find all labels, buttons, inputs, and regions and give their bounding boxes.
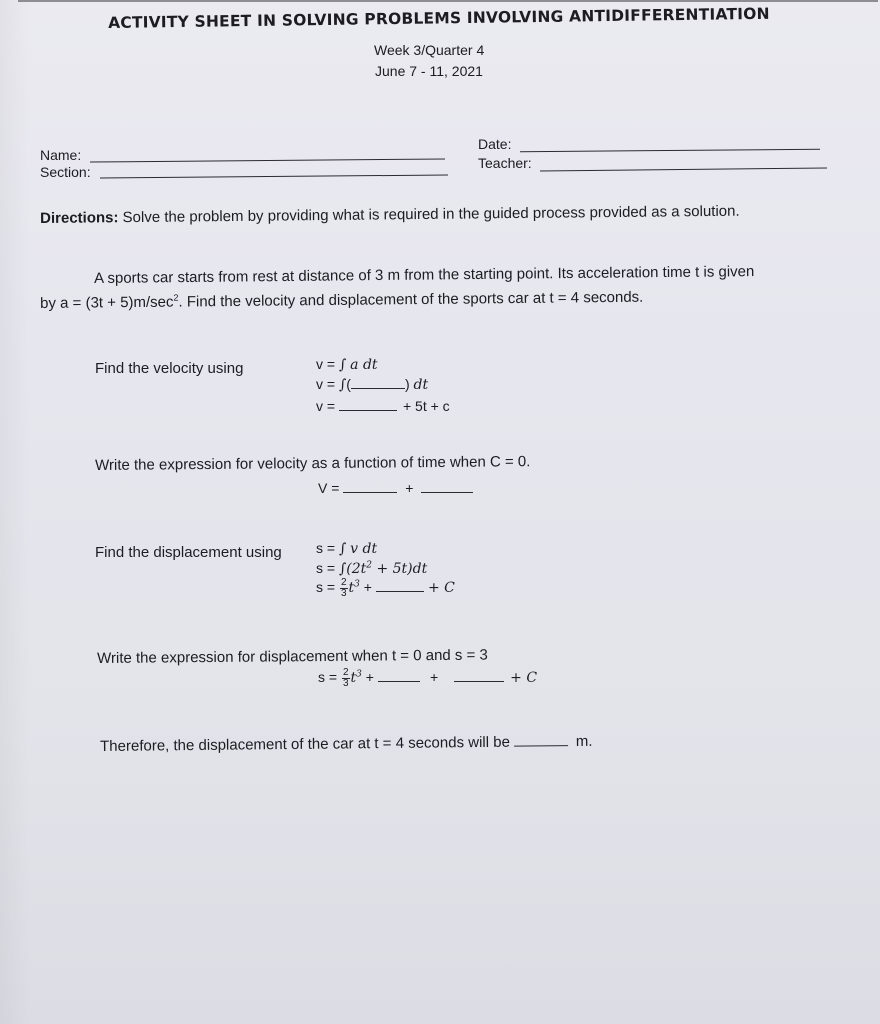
problem-line-1: A sports car starts from rest at distance of 3 m from the starting point. Its acceleration time t is given — [94, 263, 755, 287]
s-eq: s = — [318, 669, 341, 686]
name-label: Name: — [40, 147, 82, 163]
integral-symbol: ∫ — [338, 541, 347, 557]
plus-sign: + — [429, 669, 439, 686]
close-paren: ) — [404, 376, 410, 392]
displacement-step-2 — [316, 560, 427, 577]
integrand-rest: + 5t)dt — [372, 561, 428, 577]
sheet-title: ACTIVITY SHEET IN SOLVING PROBLEMS INVOLVING ANTIDIFFERENTIATION — [108, 4, 770, 32]
exponent: 3 — [356, 669, 362, 680]
a-dt: a dt — [350, 357, 378, 373]
problem-accel: by a = (3t + 5)m/sec — [40, 293, 174, 312]
velocity-step-2 — [316, 376, 428, 393]
integrand: (2t — [346, 561, 367, 577]
velocity-expr-blank-1[interactable] — [343, 491, 397, 493]
date-label: Date: — [478, 136, 512, 152]
date-field[interactable] — [520, 149, 820, 153]
plus-sign: + — [405, 480, 414, 496]
week-quarter: Week 3/Quarter 4 — [374, 42, 485, 58]
integral-symbol: ∫ — [338, 357, 347, 373]
displacement-step-1 — [316, 540, 377, 557]
plus-c: + C — [510, 670, 538, 687]
v-eq: v = — [316, 356, 339, 372]
v-eq: v = — [316, 398, 339, 414]
unit-label: m. — [575, 732, 593, 751]
displacement-expr-blank-1[interactable] — [378, 680, 420, 682]
t-var: t — [348, 580, 355, 597]
velocity-expression-prompt: Write the expression for velocity as a function of time when C = 0. — [95, 453, 531, 474]
velocity-expression — [318, 480, 473, 496]
answer-blank[interactable] — [514, 744, 568, 747]
s-eq: s = — [316, 579, 339, 596]
displacement-step-3 — [316, 578, 455, 599]
date-range: June 7 - 11, 2021 — [375, 63, 483, 79]
problem-line-2 — [40, 288, 643, 312]
directions-text: Solve the problem by providing what is required in the guided process provided as a solution. — [118, 202, 740, 227]
velocity-step-3 — [316, 398, 450, 414]
t-var: t — [350, 670, 357, 687]
plus-c: + C — [427, 580, 455, 597]
section-field[interactable] — [100, 174, 448, 178]
dt: dt — [413, 377, 429, 393]
exponent: 3 — [354, 579, 360, 590]
v-eq: V = — [318, 480, 344, 496]
displacement-expression — [318, 668, 537, 689]
integral-symbol: ∫ — [338, 561, 347, 577]
top-edge-line — [18, 0, 878, 2]
integral-symbol: ∫ — [338, 377, 347, 393]
integrand-blank[interactable] — [351, 387, 405, 389]
exponent: 2 — [366, 560, 372, 571]
velocity-expr-blank-2[interactable] — [421, 491, 473, 493]
open-paren: ( — [346, 376, 351, 392]
velocity-term-blank[interactable] — [339, 409, 397, 411]
conclusion — [100, 733, 593, 755]
plus-sign: + — [365, 669, 374, 686]
directions-label: Directions: — [40, 209, 119, 227]
s-eq: s = — [316, 560, 339, 576]
displacement-term-blank[interactable] — [376, 590, 424, 592]
plus-5t-c: + 5t + c — [402, 398, 450, 414]
velocity-prompt: Find the velocity using — [95, 360, 244, 377]
displacement-expression-prompt: Write the expression for displacement when t = 0 and s = 3 — [97, 646, 488, 667]
problem-question: . Find the velocity and displacement of the sports car at t = 4 seconds. — [178, 288, 644, 311]
teacher-label: Teacher: — [478, 155, 532, 171]
velocity-step-1 — [316, 356, 378, 373]
section-label: Section: — [40, 164, 91, 180]
directions — [40, 203, 740, 227]
paper-shadow — [0, 0, 30, 1024]
plus-sign: + — [359, 579, 372, 596]
conclusion-text: Therefore, the displacement of the car at t = 4 seconds will be — [100, 733, 510, 755]
name-field[interactable] — [90, 158, 445, 162]
fraction-denominator: 3 — [342, 678, 349, 689]
s-eq: s = — [316, 540, 339, 556]
v-eq: v = — [316, 376, 339, 392]
fraction-numerator: 2 — [342, 667, 349, 678]
fraction-numerator: 2 — [340, 577, 347, 588]
fraction-denominator: 3 — [340, 588, 347, 599]
displacement-prompt: Find the displacement using — [95, 544, 282, 561]
fraction — [340, 578, 348, 599]
fraction — [342, 668, 350, 689]
displacement-expr-blank-2[interactable] — [454, 680, 504, 682]
teacher-field[interactable] — [540, 167, 827, 171]
v-dt: v dt — [350, 541, 378, 557]
problem-exponent: 2 — [173, 292, 179, 303]
